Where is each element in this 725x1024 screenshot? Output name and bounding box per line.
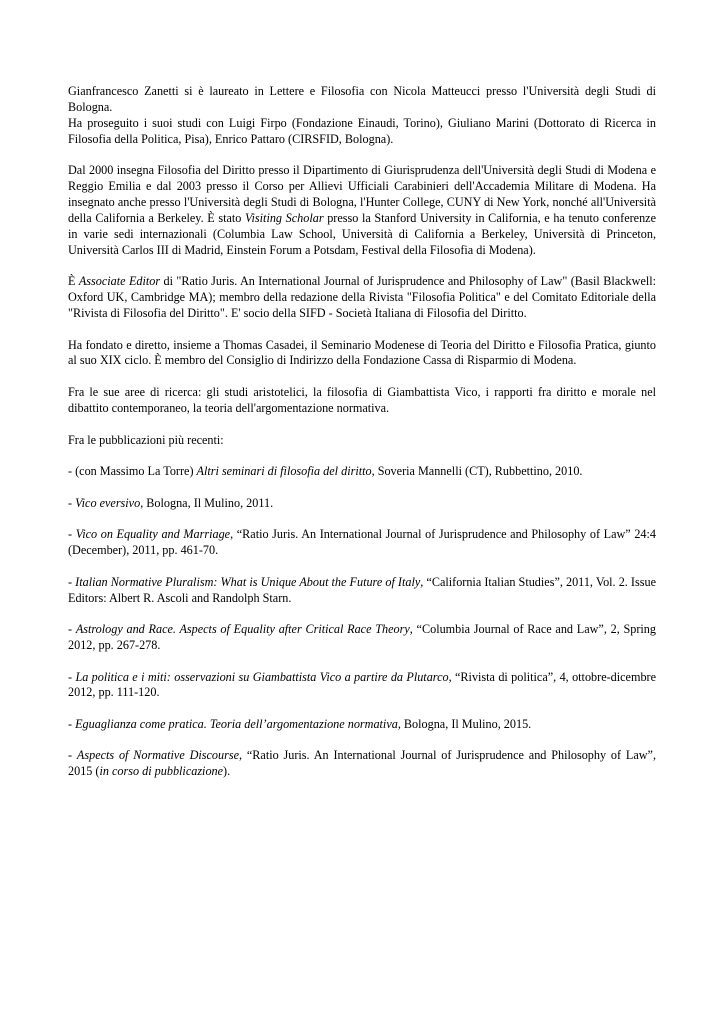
publication-details: , “California Italian Studies”, 2011, Vol. 2. Issue Editors: Albert R. Ascoli and Randolph Starn. (68, 574, 656, 605)
publication-details: , “Ratio Juris. An International Journal of Jurisprudence and Philosophy of Law” 24:4 (December), 2011, pp. 461-70. (68, 527, 656, 558)
publication-item (68, 748, 656, 780)
publication-details: , “Columbia Journal of Race and Law”, 2, Spring 2012, pp. 267-278. (68, 622, 656, 652)
publication-prefix: - (68, 716, 76, 731)
publication-title: Astrology and Race. Aspects of Equality after Critical Race Theory (75, 622, 410, 637)
publication-prefix: - (68, 527, 76, 542)
publication-details: , “Ratio Juris. An International Journal of Jurisprudence and Philosophy of Law”, 2015 ( (68, 748, 657, 779)
publication-title: Vico eversivo (75, 495, 141, 510)
editor-italic-role: Associate Editor (78, 274, 161, 289)
publication-item (68, 670, 656, 702)
publication-prefix: - (con Massimo La Torre) (68, 464, 197, 479)
teaching-text-a: Dal 2000 insegna Filosofia del Diritto presso il Dipartimento di Giurisprudenza dell'Università degli Studi di Modena e Reggio Emilia e dal 2003 presso il Corso per Allievi Ufficiali Carabinieri dell'Accademia Militare di Modena. Ha insegnato anche presso l'Università degli Studi di Bologna, l'Hunter College, CUNY di New York, nonché all'Università della California a Berkeley. È stato (68, 163, 656, 225)
publications-heading: Fra le pubblicazioni più recenti: (68, 432, 224, 447)
publication-title: La politica e i miti: osservazioni su Giambattista Vico a partire da Plutarco (75, 669, 449, 684)
publication-prefix: - (68, 669, 76, 684)
editor-text-a: È (68, 274, 79, 289)
publication-item (68, 464, 656, 480)
seminar-paragraph: Ha fondato e diretto, insieme a Thomas Casadei, il Seminario Modenese di Teoria del Diritto e Filosofia Pratica, giunto al suo XIX ciclo. È membro del Consiglio di Indirizzo della Fondazione Cassa di Risparmio di Modena. (68, 337, 656, 368)
editor-paragraph (68, 274, 656, 322)
document-page (68, 84, 656, 796)
research-paragraph: Fra le sue aree di ricerca: gli studi aristotelici, la filosofia di Giambattista Vico, i rapporti fra diritto e morale nel dibattito contemporaneo, la teoria dell'argomentazione normativa. (68, 384, 656, 415)
publication-details: , Bologna, Il Mulino, 2011. (140, 495, 274, 510)
teaching-text-b: presso la Stanford University in California, e ha tenuto conferenze in varie sedi internazionali (Columbia Law School, Università di California a Berkeley, Università di Princeton, Università Carlos III di Madrid, Einstein Forum a Potsdam, Festival della Filosofia di Modena). (68, 210, 656, 257)
publication-details: , Soveria Mannelli (CT), Rubbettino, 2010. (371, 464, 583, 479)
publication-prefix: - (68, 748, 77, 763)
publication-item (68, 496, 656, 512)
publication-item (68, 717, 656, 733)
publication-item (68, 575, 656, 607)
publication-item (68, 527, 656, 559)
publication-details-end: ). (223, 764, 231, 779)
publication-prefix: - (68, 495, 76, 510)
publication-status: in corso di pubblicazione (99, 764, 224, 779)
teaching-italic-role: Visiting Scholar (245, 210, 324, 225)
publication-title: Italian Normative Pluralism: What is Unique About the Future of Italy (75, 574, 421, 589)
studies-paragraph: Ha proseguito i suoi studi con Luigi Firpo (Fondazione Einaudi, Torino), Giuliano Marini (Dottorato di Ricerca in Filosofia della Politica, Pisa), Enrico Pattaro (CIRSFID, Bologna). (68, 115, 656, 146)
editor-text-b: di "Ratio Juris. An International Journal of Jurisprudence and Philosophy of Law" (Basil Blackwell: Oxford UK, Cambridge MA); membro della redazione della Rivista "Filosofia Politica" e del Comitato Editoriale della "Rivista di Filosofia del Diritto". E' socio della SIFD - Società Italiana di Filosofia del Diritto. (68, 274, 657, 321)
publication-title: Eguaglianza come pratica. Teoria dell’argomentazione normativa (75, 716, 398, 731)
publication-title: Altri seminari di filosofia del diritto (196, 464, 372, 479)
intro-paragraph: Gianfrancesco Zanetti si è laureato in Lettere e Filosofia con Nicola Matteucci presso l'Università degli Studi di Bologna. (68, 84, 656, 114)
teaching-paragraph (68, 163, 656, 258)
publication-details: , “Rivista di politica”, 4, ottobre-dicembre 2012, pp. 111-120. (68, 669, 657, 700)
publication-details: , Bologna, Il Mulino, 2015. (397, 716, 532, 731)
publication-item (68, 622, 656, 654)
publications-list (68, 464, 656, 780)
publication-prefix: - (68, 574, 76, 589)
publication-title: Vico on Equality and Marriage (75, 527, 231, 542)
publication-title: Aspects of Normative Discourse (76, 748, 239, 763)
publication-prefix: - (68, 622, 76, 637)
